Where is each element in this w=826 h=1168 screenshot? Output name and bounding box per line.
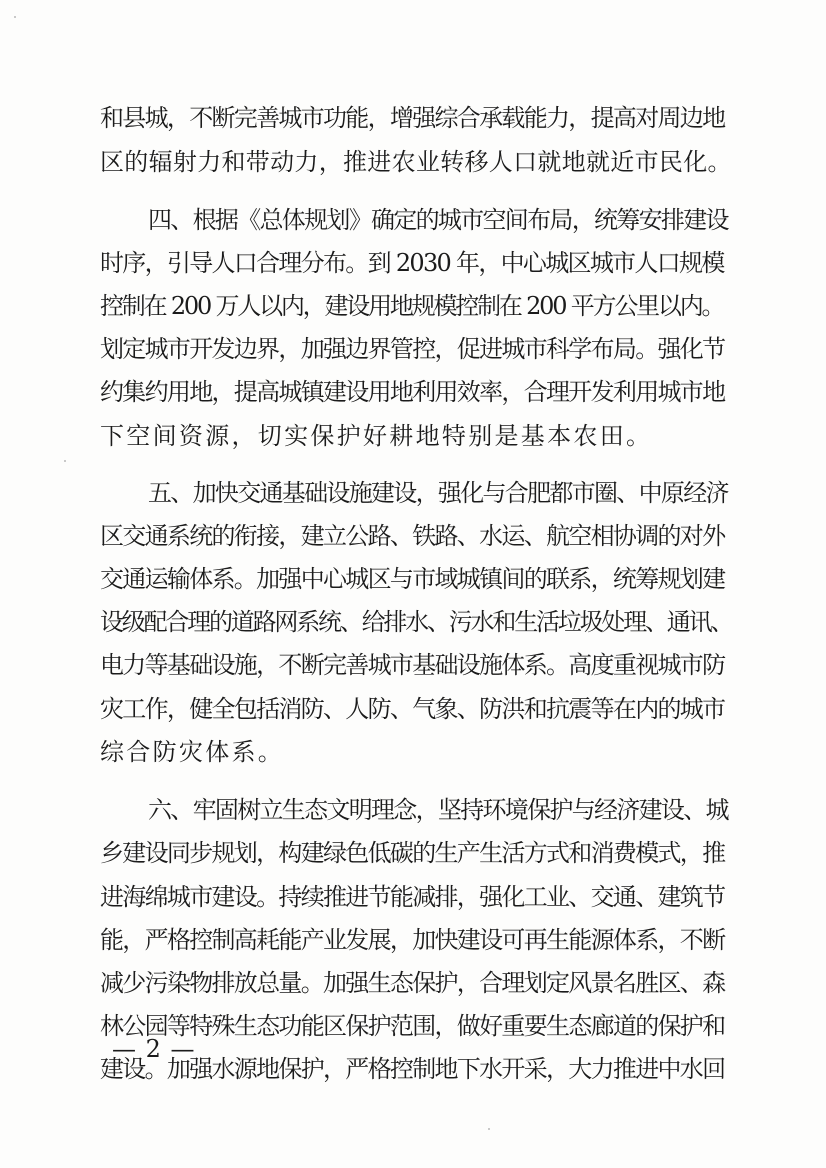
scan-speck <box>64 460 66 462</box>
text-line: 交通运输体系。加强中心城区与市域城镇间的联系，统筹规划建 <box>100 565 725 593</box>
text-line: 建设。加强水源地保护，严格控制地下水开采，大力推进中水回 <box>100 1055 725 1083</box>
text-line: 和县城，不断完善城市功能，增强综合承载能力，提高对周边地 <box>100 104 725 132</box>
text-line: 时序，引导人口合理分布。到 2030 年，中心城区城市人口规模 <box>100 249 724 277</box>
text-line: 约集约用地，提高城镇建设用地利用效率，合理开发利用城市地 <box>100 378 725 406</box>
text-line: 设级配合理的道路网系统、给排水、污水和生活垃圾处理、通讯、 <box>100 608 733 636</box>
text-line: 乡建设同步规划，构建绿色低碳的生产生活方式和消费模式，推 <box>100 839 725 867</box>
text-line: 区的辐射力和带动力，推进农业转移人口就地就近市民化。 <box>100 148 732 176</box>
text-line: 灾工作，健全包括消防、人防、气象、防洪和抗震等在内的城市 <box>100 695 725 723</box>
text-line: 下空间资源，切实保护好耕地特别是基本农田。 <box>100 422 653 450</box>
text-line: 控制在 200 万人以内，建设用地规模控制在 200 平方公里以内。 <box>100 292 724 320</box>
text-line: 进海绵城市建设。持续推进节能减排，强化工业、交通、建筑节 <box>100 883 725 911</box>
text-line: 林公园等特殊生态功能区保护范围，做好重要生态廊道的保护和 <box>100 1012 725 1040</box>
text-line: 五、加快交通基础设施建设，强化与合肥都市圈、中原经济 <box>148 479 728 507</box>
text-line: 区交通系统的衔接，建立公路、铁路、水运、航空相协调的对外 <box>100 522 725 550</box>
text-line: 综合防灾体系。 <box>100 738 285 766</box>
text-line: 划定城市开发边界，加强边界管控，促进城市科学布局。强化节 <box>100 335 725 363</box>
text-line: 电力等基础设施，不断完善城市基础设施体系。高度重视城市防 <box>100 651 725 679</box>
text-line: 能，严格控制高耗能产业发展，加快建设可再生能源体系，不断 <box>100 926 725 954</box>
scan-speck <box>14 16 16 18</box>
scan-speck <box>488 1128 490 1130</box>
text-line: 减少污染物排放总量。加强生态保护，合理划定风景名胜区、森 <box>100 969 725 997</box>
text-line: 六、牢固树立生态文明理念，坚持环境保护与经济建设、城 <box>148 796 728 824</box>
page-number: — 2 — <box>112 1035 196 1063</box>
text-line: 四、根据《总体规划》确定的城市空间布局，统筹安排建设 <box>148 206 728 234</box>
